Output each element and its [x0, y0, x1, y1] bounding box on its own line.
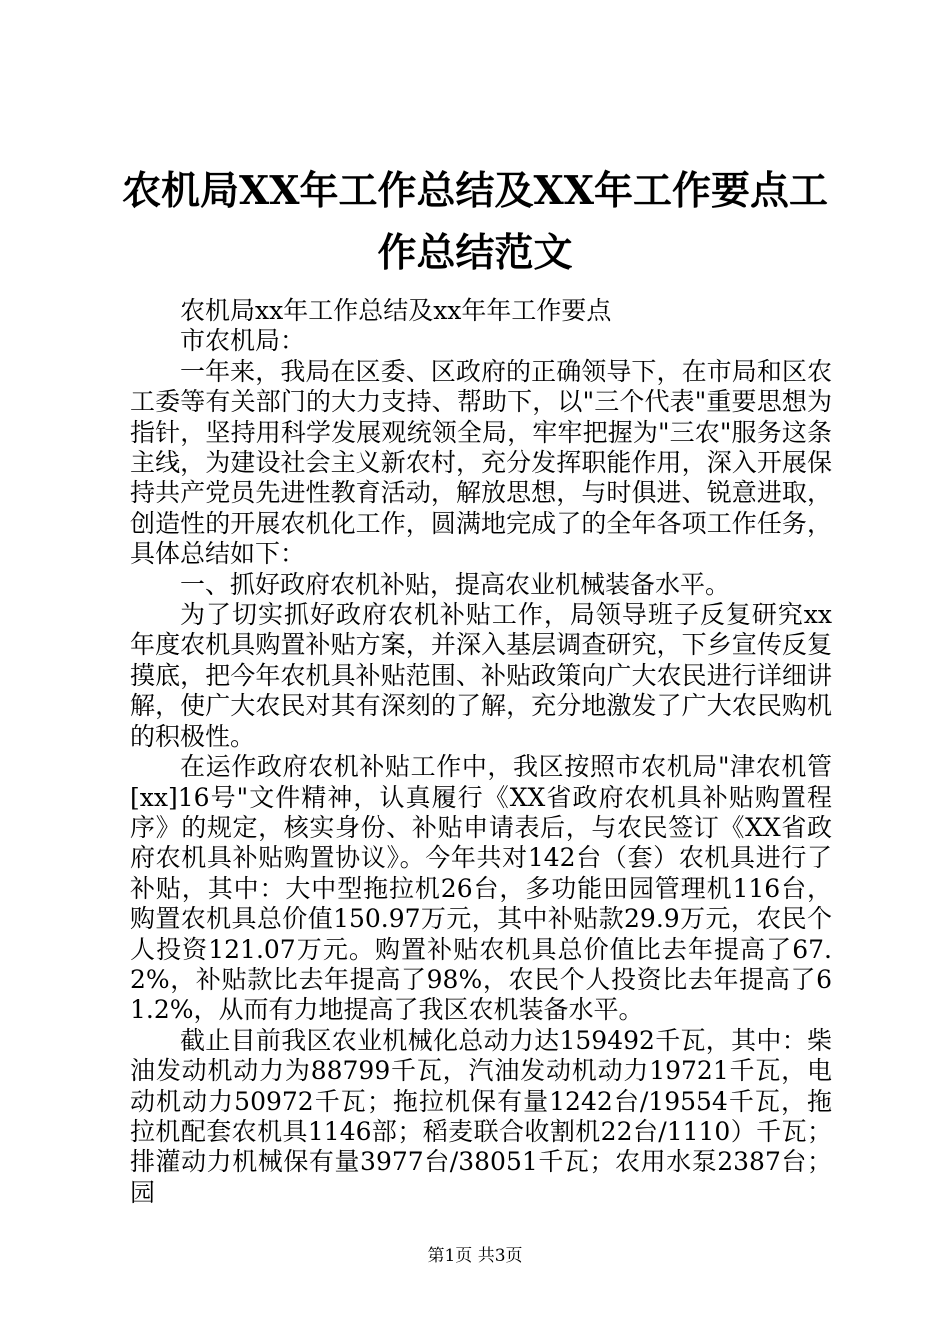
paragraph-section-heading: 一、抓好政府农机补贴，提高农业机械装备水平。	[180, 569, 731, 599]
paragraph-machinery-power: 截止目前我区农业机械化总动力达159492千瓦，其中：柴油发动机动力为88799千瓦，汽油发动机动力19721千瓦，电动机动力50972千瓦；拖拉机保有量1242台/19554千瓦，拖拉机配套农机具1146部；稻麦联合收割机22台/1110）千瓦；排灌动力机械保有量3977台/38051千瓦；农用水泵2387台；园	[130, 1025, 832, 1207]
paragraph-subsidy-details: 在运作政府农机补贴工作中，我区按照市农机局"津农机管[xx]16号"文件精神，认真履行《XX省政府农机具补贴购置程序》的规定，核实身份、补贴申请表后，与农民签订《XX省政府农机具补贴购置协议》。今年共对142台（套）农机具进行了补贴，其中：大中型拖拉机26台，多功能田园管理机116台，购置农机具总价值150.97万元，其中补贴款29.9万元，农民个人投资121.07万元。购置补贴农机具总价值比去年提高了67.2%，补贴款比去年提高了98%，农民个人投资比去年提高了61.2%，从而有力地提高了我区农机装备水平。	[130, 752, 832, 1025]
paragraph-intro: 一年来，我局在区委、区政府的正确领导下，在市局和区农工委等有关部门的大力支持、帮助下，以"三个代表"重要思想为指针，坚持用科学发展观统领全局，牢牢把握为"三农"服务这条主线，为建设社会主义新农村，充分发挥职能作用，深入开展保持共产党员先进性教育活动，解放思想，与时俱进、锐意进取，创造性的开展农机化工作，圆满地完成了的全年各项工作任务，具体总结如下：	[130, 356, 832, 569]
document-title: 农机局XX年工作总结及XX年工作要点工作总结范文	[121, 168, 829, 276]
paragraph-addressee: 市农机局：	[180, 326, 306, 356]
page-footer: 第1页 共3页	[427, 1246, 523, 1266]
paragraph-subsidy-work: 为了切实抓好政府农机补贴工作，局领导班子反复研究xx年度农机具购置补贴方案，并深入基层调查研究，下乡宣传反复摸底，把今年农机具补贴范围、补贴政策向广大农民进行详细讲解，使广大农民对其有深刻的了解，充分地激发了广大农民购机的积极性。	[130, 600, 832, 751]
document-body	[130, 296, 832, 1208]
paragraph-subtitle: 农机局xx年工作总结及xx年年工作要点	[180, 296, 612, 325]
